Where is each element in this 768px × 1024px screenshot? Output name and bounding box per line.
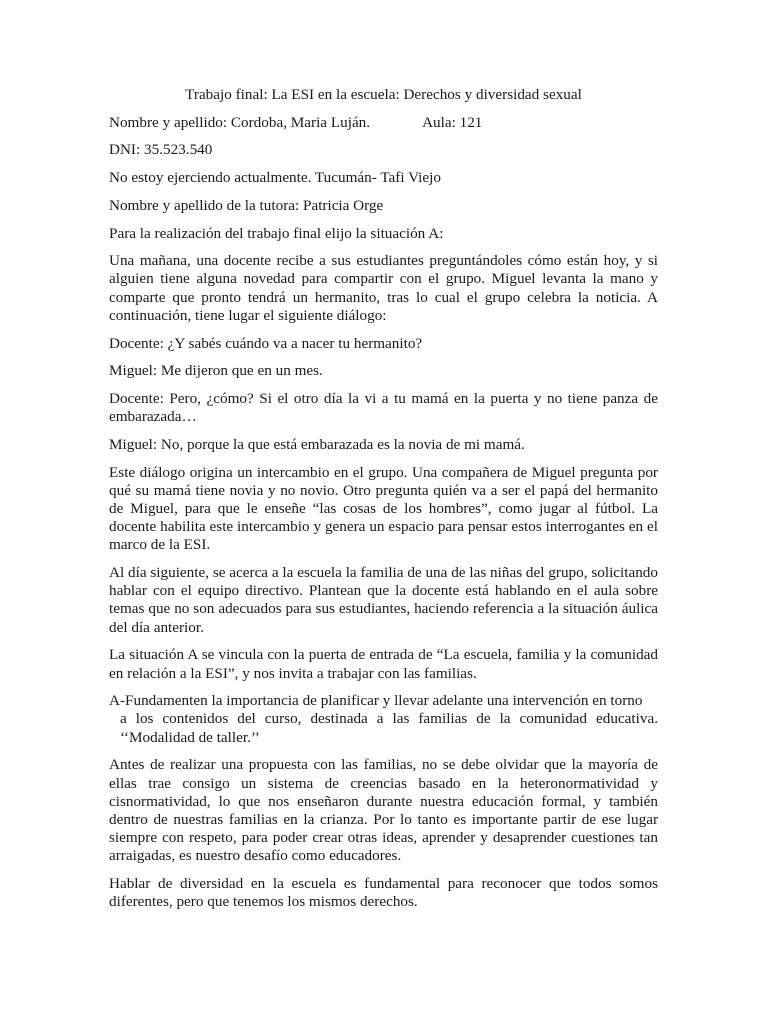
- choice-line: Para la realización del trabajo final elijo la situación A:: [109, 224, 444, 242]
- paragraph-answer-1: Antes de realizar una propuesta con las familias, no se debe olvidar que la mayoría de ellas trae consigo un sistema de creencias basado en la heteronormatividad y cisnormatividad, lo que nos enseñaron durante nuestra educación formal, y también dentro de nuestras familias en la crianza. Por lo tanto es importante partir de ese lugar siempre con respeto, para poder crear otras ideas, aprender y desaprender cuestiones tan arraigadas, es nuestro desafío como educadores.: [109, 756, 658, 865]
- paragraph-family: Al día siguiente, se acerca a la escuela la familia de una de las niñas del grupo, solicitando hablar con el equipo directivo. Plantean que la docente está hablando en el aula sobre temas que no son adecuados para sus estudiantes, haciendo referencia a la situación áulica del día anterior.: [109, 564, 658, 636]
- student-line: [109, 114, 658, 132]
- dialogue-line-3: Docente: Pero, ¿cómo? Si el otro día la vi a tu mamá en la puerta y no tiene panza de embarazada…: [109, 389, 658, 426]
- classroom-number: Aula: 121: [422, 113, 483, 131]
- document-page: [109, 86, 658, 921]
- student-name: Nombre y apellido: Cordoba, Maria Luján.: [109, 113, 371, 131]
- dni-line: DNI: 35.523.540: [109, 141, 213, 159]
- question-a-continuation: a los contenidos del curso, destinada a las familias de la comunidad educativa. ‘‘Modalidad de taller.’’: [120, 710, 658, 746]
- paragraph-entry-door: La situación A se vincula con la puerta de entrada de “La escuela, familia y la comunidad en relación a la ESI”, y nos invita a trabajar con las familias.: [109, 646, 658, 682]
- question-a: [109, 692, 658, 747]
- dialogue-line-4: Miguel: No, porque la que está embarazada es la novia de mi mamá.: [109, 435, 525, 453]
- tutor-line: Nombre y apellido de la tutora: Patricia Orge: [109, 196, 384, 214]
- document-title: Trabajo final: La ESI en la escuela: Derechos y diversidad sexual: [185, 86, 582, 103]
- dialogue-line-1: Docente: ¿Y sabés cuándo va a nacer tu hermanito?: [109, 334, 423, 352]
- question-a-first-line: A-Fundamenten la importancia de planificar y llevar adelante una intervención en torno: [109, 692, 643, 710]
- status-line: No estoy ejerciendo actualmente. Tucumán- Tafi Viejo: [109, 169, 441, 187]
- dialogue-line-2: Miguel: Me dijeron que en un mes.: [109, 362, 323, 380]
- paragraph-exchange: Este diálogo origina un intercambio en el grupo. Una compañera de Miguel pregunta por qué su mamá tiene novia y no novio. Otro pregunta quién va a ser el papá del hermanito de Miguel, para que le enseñe “las cosas de los hombres”, como jugar al fútbol. La docente habilita este intercambio y genera un espacio para pensar estos interrogantes en el marco de la ESI.: [109, 463, 658, 554]
- paragraph-answer-2: Hablar de diversidad en la escuela es fundamental para reconocer que todos somos diferentes, pero que tenemos los mismos derechos.: [109, 875, 658, 911]
- paragraph-situation: Una mañana, una docente recibe a sus estudiantes preguntándoles cómo están hoy, y si alguien tiene alguna novedad para compartir con el grupo. Miguel levanta la mano y comparte que pronto tendrá un hermanito, tras lo cual el grupo celebra la noticia. A continuación, tiene lugar el siguiente diálogo:: [109, 252, 658, 324]
